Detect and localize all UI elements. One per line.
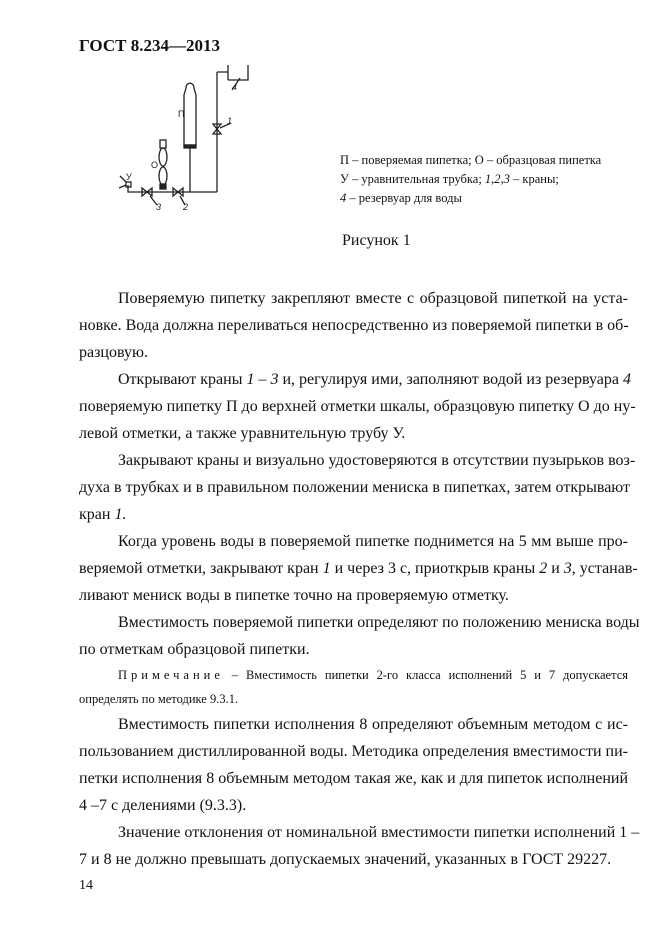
text-line bbox=[79, 447, 636, 474]
text-segment: П – поверяемая пипетка; О – образцовая пипетка bbox=[340, 153, 602, 167]
text-segment: петки исполнения 8 объемным методом такая же, как и для пипеток исполнений bbox=[79, 770, 628, 787]
text-segment: поверяемую пипетку П до верхней отметки шкалы, образцовую пипетку О до ну- bbox=[79, 398, 636, 415]
text-segment: ливают мениск воды в пипетке точно на проверяемую отметку. bbox=[79, 587, 509, 604]
figure-caption: Рисунок 1 bbox=[342, 232, 411, 249]
label-2: 2 bbox=[183, 202, 189, 212]
text-line bbox=[79, 474, 631, 501]
text-line bbox=[79, 528, 628, 555]
text-line bbox=[79, 285, 628, 312]
text-line bbox=[79, 339, 628, 366]
text-segment: У – уравнительная трубка; bbox=[340, 172, 485, 186]
text-segment: и через 3 с, приоткрыв краны bbox=[330, 560, 540, 577]
text-line bbox=[79, 636, 628, 663]
text-segment: по отметкам образцовой пипетки. bbox=[79, 641, 310, 658]
text-segment: Закрывают краны и визуально удостоверяются в отсутствии пузырьков воз- bbox=[118, 452, 636, 469]
text-segment: 1 – 3 bbox=[246, 371, 279, 388]
label-p: П bbox=[178, 109, 185, 119]
text-line bbox=[79, 738, 628, 765]
text-segment: и, регулируя ими, заполняют водой из резервуара bbox=[278, 371, 623, 388]
text-segment: кран bbox=[79, 506, 115, 523]
text-segment: 4 –7 с делениями (9.3.3). bbox=[79, 797, 247, 814]
page-number: 14 bbox=[79, 878, 93, 893]
figure-legend bbox=[340, 151, 601, 208]
text-segment: Когда уровень воды в поверяемой пипетке поднимется на 5 мм выше про- bbox=[118, 533, 628, 550]
text-segment: – краны; bbox=[509, 172, 559, 186]
label-u: У bbox=[126, 172, 132, 182]
note-line bbox=[79, 687, 628, 711]
text-segment: 7 и 8 не должно превышать допускаемых значений, указанных в ГОСТ 29227. bbox=[79, 851, 612, 868]
text-segment: 1 bbox=[322, 560, 331, 577]
text-segment: Вместимость пипетки исполнения 8 определяют объемным методом с ис- bbox=[118, 716, 628, 733]
text-line bbox=[79, 792, 628, 819]
text-segment: пользованием дистиллированной воды. Методика определения вместимости пи- bbox=[79, 743, 628, 760]
text-segment: Примечание bbox=[118, 668, 224, 682]
text-segment: 1. bbox=[114, 506, 127, 523]
text-segment: – Вместимость пипетки 2-го класса исполнений 5 и 7 допускается bbox=[223, 668, 628, 682]
text-segment: духа в трубках и в правильном положении мениска в пипетках, затем открывают bbox=[79, 479, 631, 496]
text-segment: 3 bbox=[563, 560, 572, 577]
text-line bbox=[79, 711, 628, 738]
text-segment: Вместимость поверяемой пипетки определяют по положению мениска воды bbox=[118, 614, 640, 631]
text-segment: Открывают краны bbox=[118, 371, 247, 388]
text-segment: 2 bbox=[539, 560, 548, 577]
text-segment: разцовую. bbox=[79, 344, 148, 361]
text-line bbox=[79, 582, 628, 609]
legend-line bbox=[340, 189, 601, 208]
pipette-p-icon bbox=[184, 83, 196, 192]
text-line bbox=[79, 312, 628, 339]
text-segment: новке. Вода должна переливаться непосредственно из поверяемой пипетки в об- bbox=[79, 317, 629, 334]
label-o: О bbox=[151, 160, 159, 170]
text-segment: левой отметки, а также уравнительную трубу У. bbox=[79, 425, 406, 442]
text-line bbox=[79, 393, 636, 420]
text-segment: 4 bbox=[623, 371, 631, 388]
text-line bbox=[79, 819, 640, 846]
text-segment: определять по методике 9.3.1. bbox=[79, 692, 239, 706]
valve-3-icon bbox=[142, 188, 157, 205]
text-line bbox=[79, 501, 628, 528]
text-line bbox=[79, 846, 628, 873]
document-header: ГОСТ 8.234—2013 bbox=[79, 36, 220, 55]
text-segment: Значение отклонения от номинальной вместимости пипетки исполнений 1 – bbox=[118, 824, 640, 841]
text-segment: веряемой отметки, закрывают кран bbox=[79, 560, 323, 577]
label-4: 4 bbox=[232, 82, 238, 92]
text-line bbox=[79, 366, 631, 393]
apparatus-diagram bbox=[0, 0, 661, 270]
legend-line bbox=[340, 151, 601, 170]
note-line bbox=[79, 663, 628, 687]
label-1: 1 bbox=[227, 116, 233, 126]
text-segment: Поверяемую пипетку закрепляют вместе с образцовой пипеткой на уста- bbox=[118, 290, 628, 307]
text-segment: , устанав- bbox=[571, 560, 638, 577]
pipette-o-icon bbox=[159, 140, 167, 189]
text-segment: и bbox=[547, 560, 564, 577]
text-segment: 1,2,3 bbox=[484, 172, 510, 186]
text-line bbox=[79, 765, 628, 792]
body-text bbox=[79, 285, 640, 873]
label-3: 3 bbox=[156, 202, 162, 212]
text-segment: 4 bbox=[340, 191, 347, 205]
text-line bbox=[79, 555, 638, 582]
text-segment: – резервуар для воды bbox=[346, 191, 462, 205]
text-line bbox=[79, 420, 628, 447]
text-line bbox=[79, 609, 640, 636]
legend-line bbox=[340, 170, 601, 189]
